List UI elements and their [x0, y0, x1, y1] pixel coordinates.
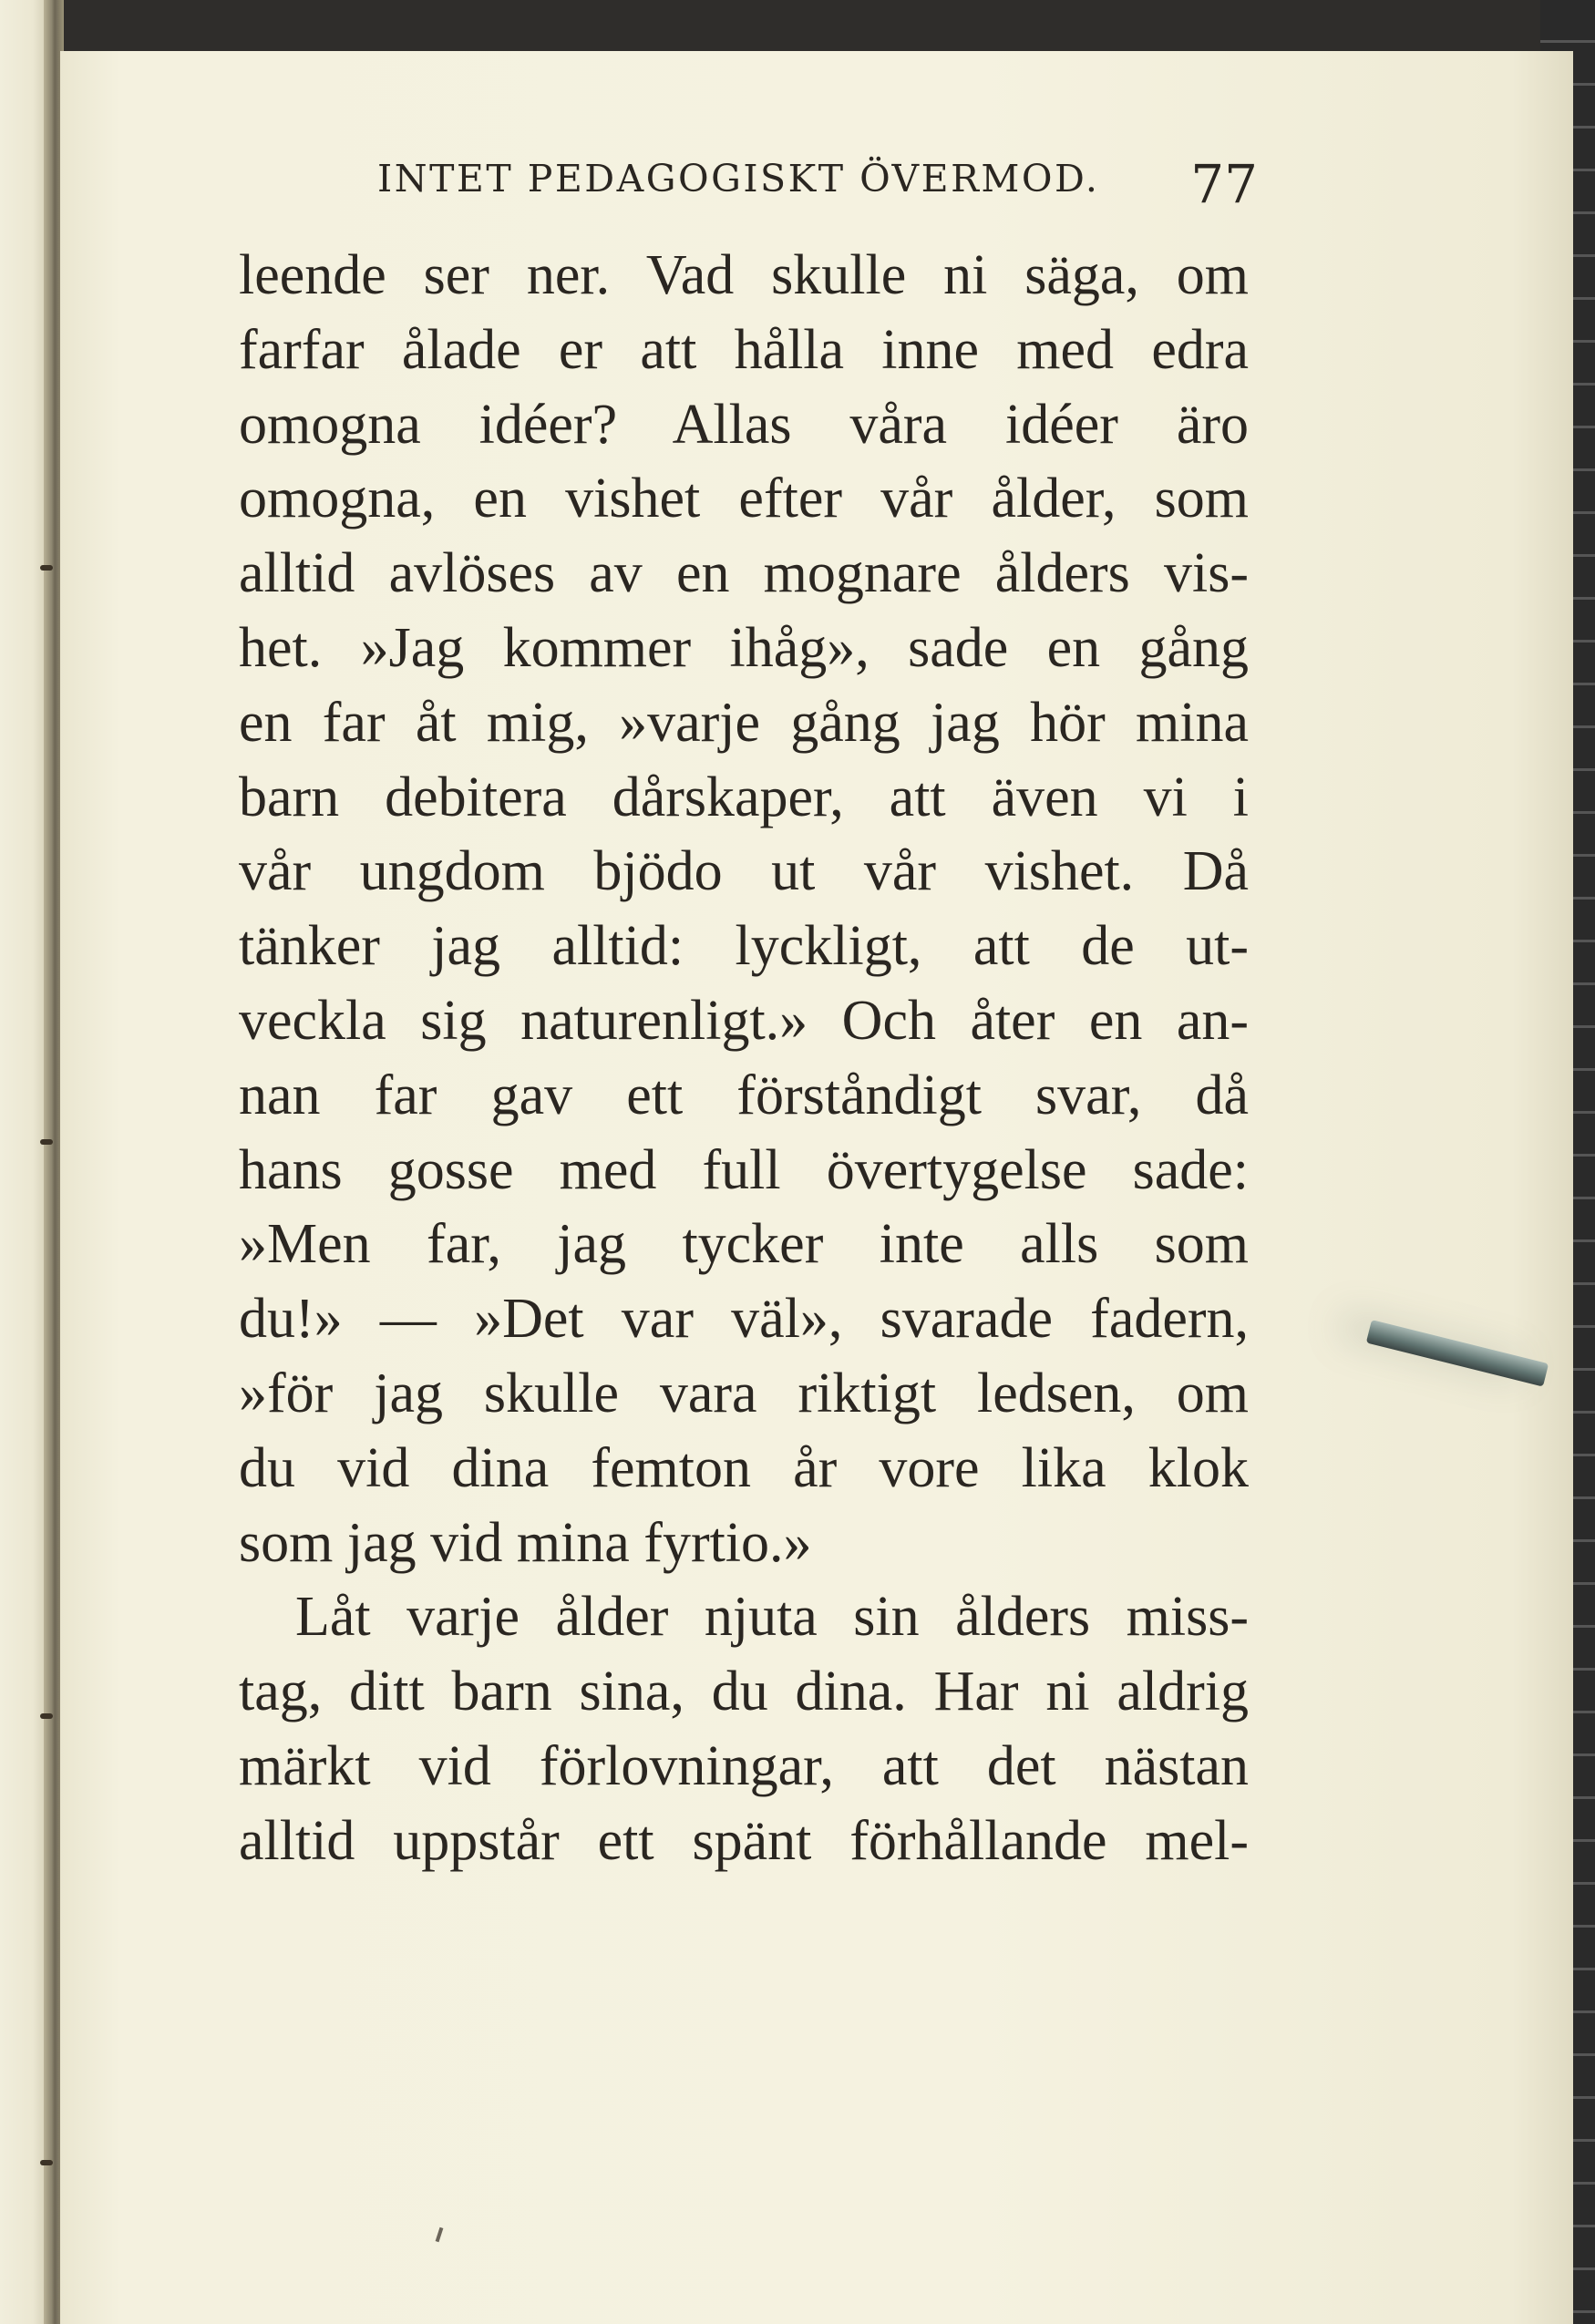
binding-thread — [40, 1713, 53, 1719]
binding-thread — [40, 565, 53, 571]
text-line: »för jag skulle vara riktigt ledsen, om — [239, 1362, 1249, 1424]
text-line: alltid uppstår ett spänt förhållande mel- — [239, 1809, 1249, 1872]
text-line: nan far gav ett förståndigt svar, då — [239, 1064, 1249, 1126]
body-text — [239, 239, 1249, 1879]
binding-thread — [40, 1139, 53, 1145]
text-line: »Men far, jag tycker inte alls som — [239, 1213, 1249, 1276]
text-line: vår ungdom bjödo ut vår vishet. Då — [239, 840, 1249, 903]
text-line: het. »Jag kommer ihåg», sade en gång — [239, 616, 1249, 679]
text-line: du vid dina femton år vore lika klok — [239, 1436, 1249, 1499]
page-header — [319, 146, 1258, 219]
text-line: veckla sig naturenligt.» Och åter en an- — [239, 989, 1249, 1052]
text-line: alltid avlöses av en mognare ålders vis- — [239, 542, 1249, 605]
text-line: barn debitera dårskaper, att även vi i — [239, 766, 1249, 828]
text-line: du!» — »Det var väl», svarade fadern, — [239, 1288, 1249, 1351]
ink-mark — [436, 2227, 444, 2242]
running-head: INTET PEDAGOGISKT ÖVERMOD. — [377, 157, 1100, 201]
text-line: en far åt mig, »varje gång jag hör mina — [239, 691, 1249, 754]
text-line: som jag vid mina fyrtio.» — [239, 1511, 812, 1574]
bookmark-clip — [1366, 1320, 1549, 1387]
text-line: omogna, en vishet efter vår ålder, som — [239, 468, 1249, 530]
text-line: tänker jag alltid: lyckligt, att de ut- — [239, 915, 1249, 978]
text-line: leende ser ner. Vad skulle ni säga, om — [239, 244, 1249, 306]
text-line: omogna idéer? Allas våra idéer äro — [239, 393, 1249, 456]
text-line: Låt varje ålder njuta sin ålders miss- — [295, 1586, 1249, 1649]
text-line: tag, ditt barn sina, du dina. Har ni aldrig — [239, 1661, 1249, 1723]
text-line: hans gosse med full övertygelse sade: — [239, 1138, 1249, 1201]
page-number: 77 — [1190, 153, 1258, 215]
text-line: farfar ålade er att hålla inne med edra — [239, 318, 1249, 381]
binding-thread — [40, 2160, 53, 2165]
text-line: märkt vid förlovningar, att det nästan — [239, 1734, 1249, 1797]
